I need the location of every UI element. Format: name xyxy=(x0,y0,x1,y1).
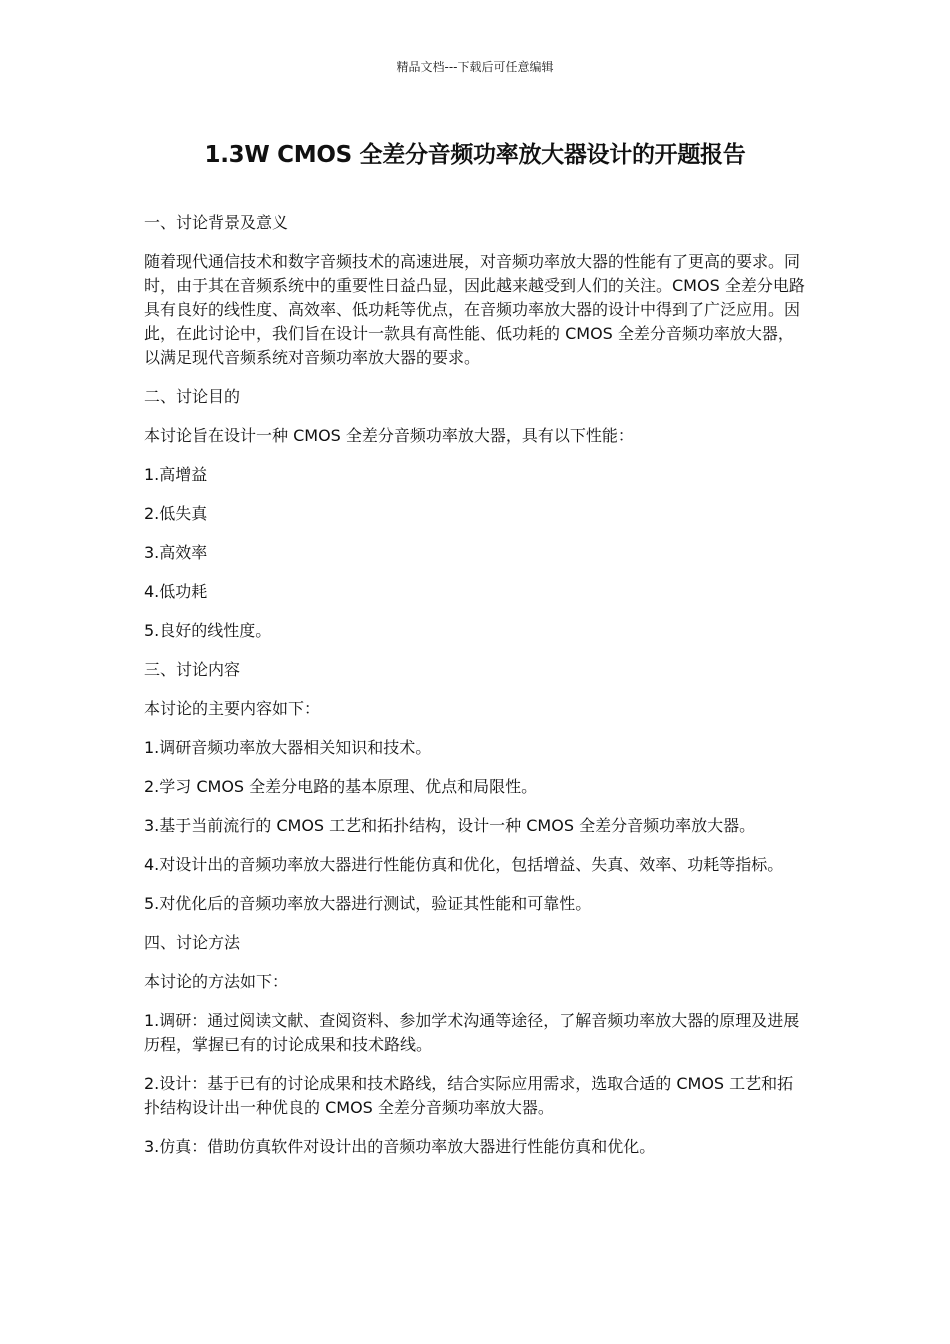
document-body xyxy=(144,211,806,1174)
list-item-content-1: 1.调研音频功率放大器相关知识和技术。 xyxy=(144,738,432,757)
section-heading-content: 三、讨论内容 xyxy=(144,660,241,679)
section-heading-background: 一、讨论背景及意义 xyxy=(144,213,289,232)
list-item-high-gain: 1.高增益 xyxy=(144,465,208,484)
paragraph-purpose-intro: 本讨论旨在设计一种 CMOS 全差分音频功率放大器，具有以下性能： xyxy=(144,426,634,445)
list-item-low-distortion: 2.低失真 xyxy=(144,504,208,523)
section-heading-method: 四、讨论方法 xyxy=(144,933,241,952)
list-item-method-1: 1.调研：通过阅读文献、查阅资料、参加学术沟通等途径，了解音频功率放大器的原理及进展历程，掌握已有的讨论成果和技术路线。 xyxy=(144,1011,800,1054)
list-item-method-2: 2.设计：基于已有的讨论成果和技术路线，结合实际应用需求，选取合适的 CMOS 工艺和拓扑结构设计出一种优良的 CMOS 全差分音频功率放大器。 xyxy=(144,1074,794,1117)
paragraph-content-intro: 本讨论的主要内容如下： xyxy=(144,699,321,718)
list-item-high-efficiency: 3.高效率 xyxy=(144,543,208,562)
list-item-content-2: 2.学习 CMOS 全差分电路的基本原理、优点和局限性。 xyxy=(144,777,538,796)
section-heading-purpose: 二、讨论目的 xyxy=(144,387,241,406)
list-item-method-3: 3.仿真：借助仿真软件对设计出的音频功率放大器进行性能仿真和优化。 xyxy=(144,1137,656,1156)
document-title: 1.3W CMOS 全差分音频功率放大器设计的开题报告 xyxy=(204,142,746,168)
list-item-content-3: 3.基于当前流行的 CMOS 工艺和拓扑结构，设计一种 CMOS 全差分音频功率放大器。 xyxy=(144,816,756,835)
list-item-content-4: 4.对设计出的音频功率放大器进行性能仿真和优化，包括增益、失真、效率、功耗等指标。 xyxy=(144,855,784,874)
list-item-low-power: 4.低功耗 xyxy=(144,582,208,601)
list-item-content-5: 5.对优化后的音频功率放大器进行测试，验证其性能和可靠性。 xyxy=(144,894,592,913)
list-item-linearity: 5.良好的线性度。 xyxy=(144,621,272,640)
paragraph-method-intro: 本讨论的方法如下： xyxy=(144,972,289,991)
paragraph-background: 随着现代通信技术和数字音频技术的高速进展，对音频功率放大器的性能有了更高的要求。同时，由于其在音频系统中的重要性日益凸显，因此越来越受到人们的关注。CMOS 全差分电路具有良好的线性度、高效率、低功耗等优点，在音频功率放大器的设计中得到了广泛应用。因此，在此讨论中，我们旨在设计一款具有高性能、低功耗的 CMOS 全差分音频功率放大器，以满足现代音频系统对音频功率放大器的要求。 xyxy=(144,252,805,367)
page-header-note: 精品文档---下载后可任意编辑 xyxy=(396,60,554,74)
